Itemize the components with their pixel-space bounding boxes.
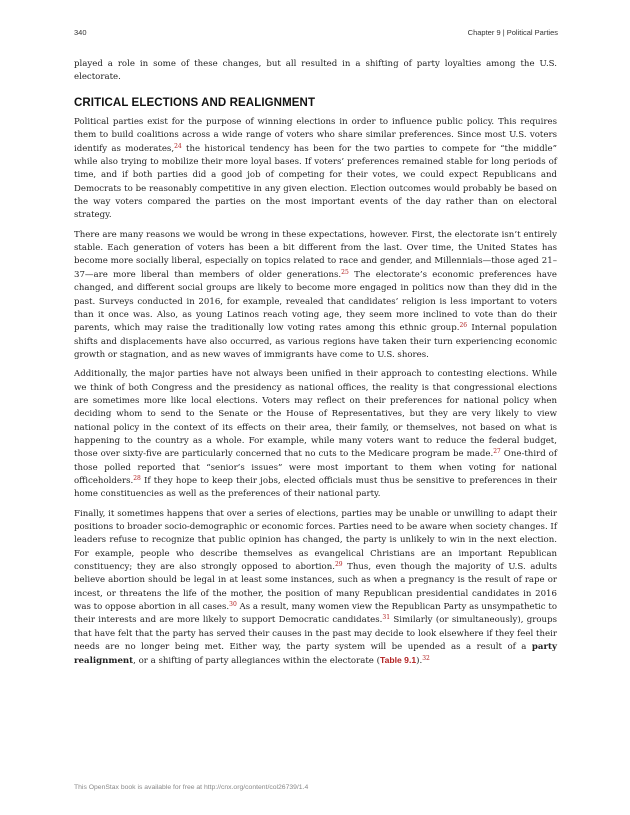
paragraph-1	[74, 116, 557, 223]
p4-text-f: ).	[416, 656, 423, 667]
footnote-ref-27[interactable]: 27	[493, 448, 501, 456]
p4-text-e: , or a shifting of party allegiances within the electorate (	[133, 656, 380, 667]
p4-text-d: Similarly (or simultaneously), groups that have felt that the party has served their causes in the past may decide to look elsewhere if they feel their needs are no longer being met. Either way, the party system will be upended as a result of a	[74, 615, 557, 653]
paragraph-2	[74, 229, 557, 362]
paragraph-3	[74, 368, 557, 501]
paragraph-4	[74, 508, 557, 669]
footnote-ref-31[interactable]: 31	[382, 614, 391, 622]
footnote-ref-29[interactable]: 29	[334, 561, 343, 569]
running-header	[74, 28, 558, 37]
page-number: 340	[74, 28, 87, 37]
footnote-ref-26[interactable]: 26	[459, 322, 468, 330]
page-footer: This OpenStax book is available for free at http://cnx.org/content/col26739/1.4	[74, 784, 309, 791]
p2-text-c: Internal population shifts and displacements have also occurred, as various regions have taken their turn experiencing economic growth or stagnation, and as new waves of immigrants have come to U.S. shores.	[74, 323, 557, 360]
p3-text-b: One-third of those polled reported that “senior’s issues” were most important to them when voting for national officeholders.	[74, 449, 557, 486]
chapter-title: Chapter 9 | Political Parties	[467, 28, 558, 37]
key-term: party realignment	[74, 642, 557, 667]
p3-text-c: If they hope to keep their jobs, elected officials must thus be sensitive to preferences in their home constituencies as well as the preferences of their national party.	[74, 475, 557, 500]
intro-paragraph: played a role in some of these changes, but all resulted in a shifting of party loyalties among the U.S. electorate.	[74, 59, 557, 83]
p2-text-a: There are many reasons we would be wrong in these expectations, however. First, the electorate isn’t entirely stable. Each generation of voters has been a bit different from the last. Over time, the United States has become more socially liberal, especially on topics related to race and gender, and Millennials—those aged 21–37—are more liberal than members of older generations.	[74, 229, 557, 280]
footnote-ref-30[interactable]: 30	[229, 601, 237, 609]
footnote-ref-24[interactable]: 24	[174, 142, 182, 150]
footnote-ref-25[interactable]: 25	[341, 268, 349, 276]
p1-text-a: Political parties exist for the purpose of winning elections in order to influence public policy. This requires them to build coalitions across a wide range of voters who share similar preferences. Since most U.S. voters identify as moderates,	[74, 117, 557, 154]
body-text	[74, 58, 557, 675]
p4-text-a: Finally, it sometimes happens that over a series of elections, parties may be unable or unwilling to adapt their positions to broader socio-demographic or economic forces. Parties need to be aware when society changes. If leaders refuse to recognize that public opinion has changed, the party is unlikely to win in the next election. For example, people who describe themselves as evangelical Christians are an important Republican constituency; they are also strongly opposed to abortion.	[74, 508, 558, 573]
p4-text-c: As a result, many women view the Republican Party as unsympathetic to their interests and are more likely to support Democratic candidates.	[74, 602, 557, 626]
p2-text-b: The electorate’s economic preferences have changed, and different social groups are likely to become more engaged in politics now than they did in the past. Surveys conducted in 2016, for example, revealed that candidates’ religion is less important to voters than it once was. Also, as young Latinos reach voting age, they seem more inclined to vote than do their parents, which may raise the traditionally low voting rates among this ethnic group.	[74, 269, 557, 334]
section-heading: CRITICAL ELECTIONS AND REALIGNMENT	[74, 96, 316, 109]
footnote-ref-32[interactable]: 32	[422, 655, 430, 663]
p1-text-b: the historical tendency has been for the two parties to compete for “the middle” while also trying to mobilize their more loyal bases. If voters’ preferences remained stable for long periods of time, and if both parties did a good job of competing for their votes, we could expect Republicans and Democrats to be reasonably competitive in any given election. Election outcomes would probably be based on the way voters compared the parties on the most important events of the day rather than on electoral strategy.	[74, 143, 557, 221]
p4-text-b: Thus, even though the majority of U.S. adults believe abortion should be legal in at least some instances, such as when a pregnancy is the result of rape or incest, or threatens the life of the mother, the position of many Republican presidential candidates in 2016 was to oppose abortion in all cases.	[74, 562, 557, 613]
p3-text-a: Additionally, the major parties have not always been unified in their approach to contesting elections. While we think of both Congress and the presidency as national offices, the reality is that congressional elections are sometimes more like local elections. Voters may reflect on their preferences for national policy when deciding whom to send to the Senate or the House of Representatives, but they are very likely to view national policy in the context of its effects on their area, their family, or themselves, not based on what is happening to the country as a whole. For example, while many voters want to reduce the federal budget, those over sixty-five are particularly concerned that no cuts to the Medicare program be made.	[74, 369, 557, 460]
footnote-ref-28[interactable]: 28	[133, 474, 141, 482]
table-link[interactable]: Table 9.1	[379, 655, 417, 666]
